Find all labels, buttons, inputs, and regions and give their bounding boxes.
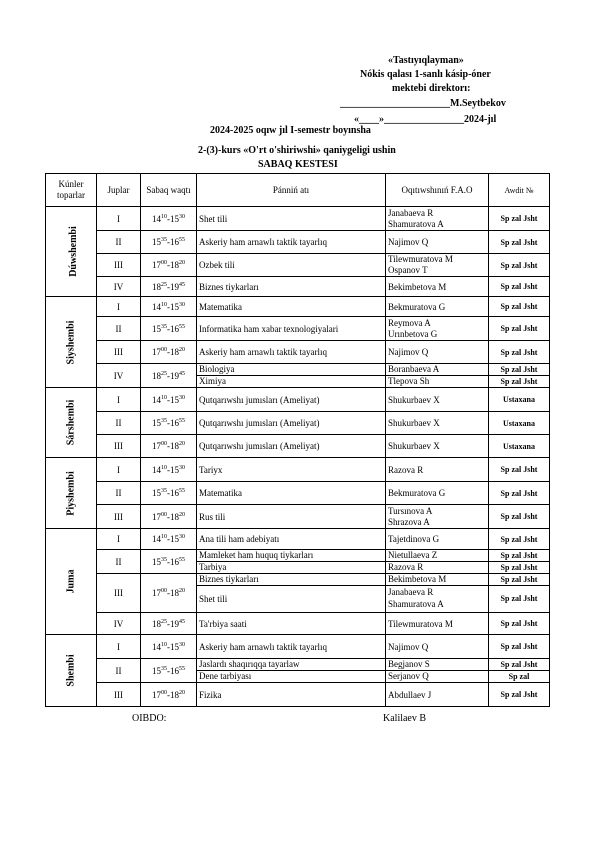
lesson-time: $18^{25}-19^{45}$: [141, 613, 197, 635]
pair-number: I: [97, 635, 141, 659]
subject-cell: Matematika: [197, 297, 386, 317]
subject-cell: Informatika ham xabar texnologiyalari: [197, 317, 386, 341]
pair-number: IV: [97, 364, 141, 388]
pair-number: III: [97, 254, 141, 277]
lesson-time: $17^{00}-18^{20}$: [141, 574, 197, 613]
table-row: [46, 231, 550, 254]
lesson-time: $15^{35}-16^{55}$: [141, 659, 197, 683]
table-row: [46, 317, 550, 341]
approval-org: Nókis qalası 1-sanlı kásip-óner: [360, 69, 491, 80]
header-teacher: Oqıtıwshınıń F.A.O: [386, 174, 489, 207]
room-name: Sp zal Jsht: [500, 365, 538, 374]
subject-cell: Askeriy ham arnawlı taktik tayarlıq: [197, 231, 386, 254]
teacher-cell: Abdullaev J: [386, 683, 489, 707]
subject-name: Dene tarbiyası: [197, 670, 385, 682]
teacher-cell: Tilewmuratova M: [386, 613, 489, 635]
room-cell: Sp zal Jsht: [489, 482, 550, 505]
pair-number: II: [97, 550, 141, 574]
room-cell: Ustaxana: [489, 388, 550, 412]
lesson-time: $18^{25}-19^{45}$: [141, 364, 197, 388]
room-cell: Sp zal Jsht: [489, 317, 550, 341]
footer-right: Kalilaev B: [383, 713, 427, 724]
subject-cell: Fizika: [197, 683, 386, 707]
teacher-name: Serjanov Q: [386, 670, 488, 682]
pair-number: III: [97, 505, 141, 529]
pair-number: II: [97, 317, 141, 341]
teacher-name: Urınbetova G: [388, 328, 438, 339]
room-cell: Sp zal Jsht: [489, 529, 550, 550]
lesson-time: $15^{35}-16^{55}$: [141, 482, 197, 505]
teacher-name: Tlepova Sh: [386, 375, 488, 387]
subject-name: Shet tili: [197, 585, 385, 612]
room-cell: Ustaxana: [489, 412, 550, 435]
teacher-cell: [386, 254, 489, 277]
table-row: [46, 529, 550, 550]
pair-number: I: [97, 297, 141, 317]
pair-number: III: [97, 341, 141, 364]
table-row: [46, 550, 550, 574]
pair-number: I: [97, 207, 141, 231]
day-cell: [46, 458, 97, 529]
room-cell: Sp zal Jsht: [489, 297, 550, 317]
teacher-cell: [386, 317, 489, 341]
teacher-cell: Shukurbaev X: [386, 435, 489, 458]
day-cell: [46, 529, 97, 635]
subject-cell: [197, 659, 386, 683]
subject-cell: Shet tili: [197, 207, 386, 231]
room-cell: Sp zal Jsht: [489, 683, 550, 707]
teacher-name: Shamuratova A: [388, 218, 444, 229]
day-label: Dúwshembi: [67, 226, 79, 277]
lesson-time: $17^{00}-18^{20}$: [141, 254, 197, 277]
day-label: Sárshembi: [65, 399, 77, 446]
teacher-cell: [386, 659, 489, 683]
subject-cell: Rus tili: [197, 505, 386, 529]
room-cell: Sp zal Jsht: [489, 635, 550, 659]
lesson-time: $15^{35}-16^{55}$: [141, 231, 197, 254]
lesson-time: $17^{00}-18^{20}$: [141, 435, 197, 458]
teacher-cell: Bekmuratova G: [386, 297, 489, 317]
table-row: [46, 364, 550, 388]
teacher-cell: Bekmuratova G: [386, 482, 489, 505]
lesson-time: $14^{10}-15^{30}$: [141, 207, 197, 231]
teacher-name: Janabaeva R Shamuratova A: [386, 585, 488, 612]
day-label: Siyshembi: [65, 320, 77, 364]
table-row: [46, 683, 550, 707]
day-label: Shembi: [65, 654, 77, 687]
table-row: [46, 574, 550, 613]
subject-cell: Matematika: [197, 482, 386, 505]
teacher-name: Tursınova A: [388, 505, 433, 516]
lesson-time: $15^{35}-16^{55}$: [141, 317, 197, 341]
room-cell: [489, 550, 550, 574]
pair-number: II: [97, 659, 141, 683]
pair-number: I: [97, 458, 141, 482]
pair-number: IV: [97, 277, 141, 297]
schedule-table: [45, 173, 550, 707]
title-schedule: SABAQ KESTESI: [258, 159, 338, 170]
day-cell: [46, 297, 97, 388]
subject-cell: [197, 364, 386, 388]
approval-signature-line: ______________________M.Seytbekov: [340, 98, 506, 109]
table-row: [46, 659, 550, 683]
pair-number: II: [97, 231, 141, 254]
room-name: Sp zal Jsht: [489, 585, 549, 612]
teacher-name: Janabaeva R: [388, 207, 434, 218]
lesson-time: $14^{10}-15^{30}$: [141, 635, 197, 659]
day-label: Juma: [65, 569, 77, 594]
header-day: Kúnler toparlar: [46, 174, 97, 207]
subject-name: Tarbiya: [197, 561, 385, 573]
lesson-time: $15^{35}-16^{55}$: [141, 550, 197, 574]
table-row: [46, 254, 550, 277]
approval-date-line: «____»________________2024-jıl: [354, 114, 497, 125]
teacher-name: Razova R: [386, 561, 488, 573]
teacher-cell: Najimov Q: [386, 341, 489, 364]
table-row: [46, 388, 550, 412]
teacher-cell: Najimov Q: [386, 635, 489, 659]
table-row: [46, 458, 550, 482]
pair-number: I: [97, 388, 141, 412]
footer-left: OIBDO:: [132, 713, 167, 724]
room-cell: [489, 659, 550, 683]
room-cell: Sp zal Jsht: [489, 458, 550, 482]
pair-number: III: [97, 574, 141, 613]
table-row: [46, 482, 550, 505]
table-row: [46, 613, 550, 635]
table-row: [46, 635, 550, 659]
subject-name: Biznes tiykarları: [199, 574, 259, 584]
room-cell: [489, 574, 550, 613]
teacher-name: Begjanov S: [388, 659, 430, 669]
subject-cell: Qutqarıwshı jumısları (Ameliyat): [197, 435, 386, 458]
room-name: Sp zal Jsht: [500, 660, 538, 669]
room-name: Sp zal Jsht: [489, 561, 549, 573]
teacher-cell: Najimov Q: [386, 231, 489, 254]
teacher-cell: [386, 550, 489, 574]
teacher-cell: [386, 364, 489, 388]
teacher-name: Bekimbetova M: [388, 574, 447, 584]
subject-cell: Ozbek tili: [197, 254, 386, 277]
room-name: Sp zal Jsht: [500, 551, 538, 560]
room-cell: [489, 364, 550, 388]
teacher-name: Nietullaeva Z: [388, 550, 438, 560]
teacher-cell: Shukurbaev X: [386, 388, 489, 412]
lesson-time: $14^{10}-15^{30}$: [141, 297, 197, 317]
room-name: Sp zal Jsht: [489, 375, 549, 387]
day-cell: [46, 388, 97, 458]
subject-cell: Askeriy ham arnawlı taktik tayarlıq: [197, 635, 386, 659]
approval-role: mektebi direktorı:: [392, 83, 471, 94]
teacher-cell: [386, 207, 489, 231]
subject-name: Jaslardı shaqırıqqa tayarlaw: [199, 659, 300, 669]
schedule-body: [46, 207, 550, 707]
lesson-time: $17^{00}-18^{20}$: [141, 683, 197, 707]
header-room: Awdit №: [489, 174, 550, 207]
subject-cell: [197, 574, 386, 613]
pair-number: III: [97, 435, 141, 458]
lesson-time: $18^{25}-19^{45}$: [141, 277, 197, 297]
room-cell: Sp zal Jsht: [489, 207, 550, 231]
room-cell: Sp zal Jsht: [489, 505, 550, 529]
pair-number: III: [97, 683, 141, 707]
room-cell: Sp zal Jsht: [489, 254, 550, 277]
subject-cell: Ta'rbiya saati: [197, 613, 386, 635]
teacher-name: Boranbaeva A: [388, 364, 440, 374]
room-name: Sp zal Jsht: [500, 575, 538, 584]
lesson-time: $17^{00}-18^{20}$: [141, 341, 197, 364]
room-cell: Ustaxana: [489, 435, 550, 458]
table-row: [46, 277, 550, 297]
teacher-cell: Bekimbetova M: [386, 277, 489, 297]
header-time: Sabaq waqtı: [141, 174, 197, 207]
table-row: [46, 341, 550, 364]
room-name: Sp zal: [489, 670, 549, 682]
teacher-cell: Tajetdinova G: [386, 529, 489, 550]
subject-name: Biologiya: [199, 364, 235, 374]
room-cell: Sp zal Jsht: [489, 341, 550, 364]
title-course: 2-(3)-kurs «O'rt o'shiriwshi» qaniygeligi ushin: [198, 145, 396, 156]
room-cell: Sp zal Jsht: [489, 613, 550, 635]
title-semester: 2024-2025 oqıw jıl I-semestr boyınsha: [210, 125, 371, 136]
teacher-name: Reymova A: [388, 317, 431, 328]
pair-number: I: [97, 529, 141, 550]
subject-name: Mamleket ham huquq tiykarları: [199, 550, 314, 560]
header-subject: Pánniń atı: [197, 174, 386, 207]
day-cell: [46, 207, 97, 297]
subject-cell: Biznes tiykarları: [197, 277, 386, 297]
lesson-time: $14^{10}-15^{30}$: [141, 529, 197, 550]
day-cell: [46, 635, 97, 707]
table-row: [46, 297, 550, 317]
subject-cell: [197, 550, 386, 574]
room-cell: Sp zal Jsht: [489, 277, 550, 297]
approval-title: «Tastıyıqlayman»: [388, 55, 464, 66]
subject-cell: Qutqarıwshı jumısları (Ameliyat): [197, 412, 386, 435]
pair-number: II: [97, 482, 141, 505]
teacher-name: Tilewmuratova M: [388, 254, 453, 264]
teacher-cell: Shukurbaev X: [386, 412, 489, 435]
subject-cell: Tariyx: [197, 458, 386, 482]
pair-number: IV: [97, 613, 141, 635]
room-cell: Sp zal Jsht: [489, 231, 550, 254]
table-row: [46, 207, 550, 231]
lesson-time: $15^{35}-16^{55}$: [141, 412, 197, 435]
subject-cell: Ana tili ham adebiyatı: [197, 529, 386, 550]
lesson-time: $14^{10}-15^{30}$: [141, 388, 197, 412]
pair-number: II: [97, 412, 141, 435]
table-row: [46, 412, 550, 435]
subject-cell: Qutqarıwshı jumısları (Ameliyat): [197, 388, 386, 412]
lesson-time: $17^{00}-18^{20}$: [141, 505, 197, 529]
header-pair: Juplar: [97, 174, 141, 207]
teacher-name: Ospanov T: [388, 265, 428, 275]
teacher-cell: [386, 505, 489, 529]
table-row: [46, 435, 550, 458]
subject-cell: Askeriy ham arnawlı taktik tayarlıq: [197, 341, 386, 364]
table-row: [46, 505, 550, 529]
teacher-cell: [386, 574, 489, 613]
lesson-time: $14^{10}-15^{30}$: [141, 458, 197, 482]
subject-name: Ximiya: [197, 375, 385, 387]
day-label: Piyshembi: [65, 470, 77, 516]
teacher-cell: Razova R: [386, 458, 489, 482]
teacher-name: Shrazova A: [388, 516, 430, 527]
